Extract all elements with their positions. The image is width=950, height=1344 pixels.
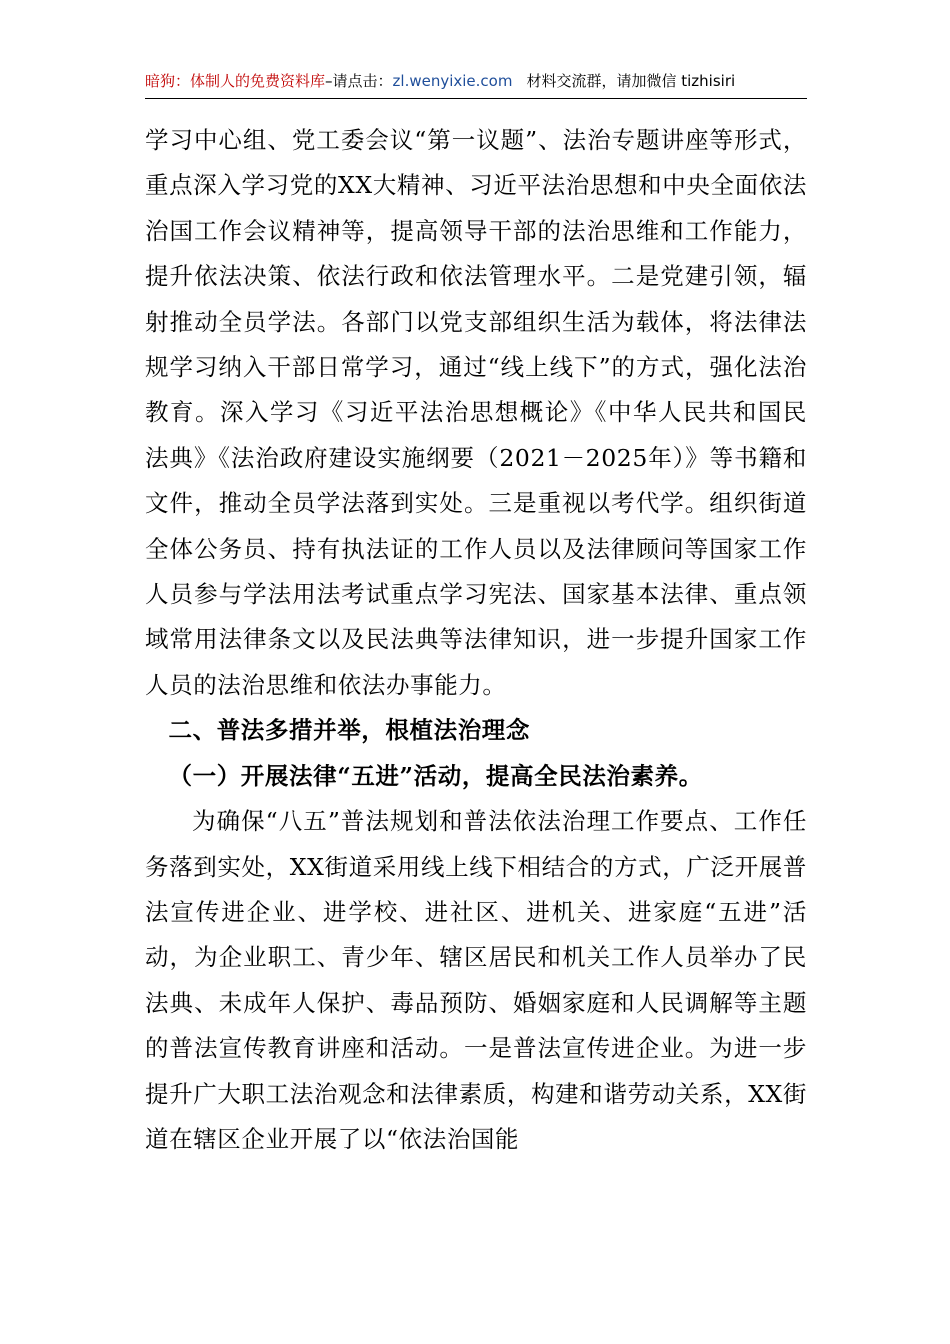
header-contact-label: 材料交流群，请加微信 tizhisiri <box>526 72 736 90</box>
page-header <box>145 64 807 99</box>
section-heading: 二、普法多措并举，根植法治理念 <box>168 716 530 745</box>
header-link-prefix: –请点击： <box>325 72 393 90</box>
subsection-heading: （一）开展法律“五进”活动，提高全民法治素养。 <box>168 761 703 790</box>
paragraph: 为确保“八五”普法规划和普法依法治理工作要点、工作任务落到实处，XX街道采用线上线下相结合的方式，广泛开展普法宣传进企业、进学校、进社区、进机关、进家庭“五进”活动，为企业职工、青少年、辖区居民和机关工作人员举办了民法典、未成年人保护、毒品预防、婚姻家庭和人民调解等主题的普法宣传教育讲座和活动。一是普法宣传进企业。为进一步提升广大职工法治观念和法律素质，构建和谐劳动关系，XX街道在辖区企业开展了以“依法治国能 <box>145 807 807 1153</box>
header-site-label: 暗狗：体制人的免费资料库 <box>145 72 326 90</box>
paragraph-continued: 学习中心组、党工委会议“第一议题”、法治专题讲座等形式，重点深入学习党的XX大精神、习近平法治思想和中央全面依法治国工作会议精神等，提高领导干部的法治思维和工作能力，提升依法决策、依法行政和依法管理水平。二是党建引领，辐射推动全员学法。各部门以党支部组织生活为载体，将法律法规学习纳入干部日常学习，通过“线上线下”的方式，强化法治教育。深入学习《习近平法治思想概论》《中华人民共和国民法典》《法治政府建设实施纲要（2021－2025年）》等书籍和文件，推动全员学法落到实处。三是重视以考代学。组织街道全体公务员、持有执法证的工作人员以及法律顾问等国家工作人员参与学法用法考试重点学习宪法、国家基本法律、重点领域常用法律条文以及民法典等法律知识，进一步提升国家工作人员的法治思维和依法办事能力。 <box>145 126 807 699</box>
document-body <box>145 118 807 1162</box>
header-link[interactable]: zl.wenyixie.com <box>392 72 513 90</box>
